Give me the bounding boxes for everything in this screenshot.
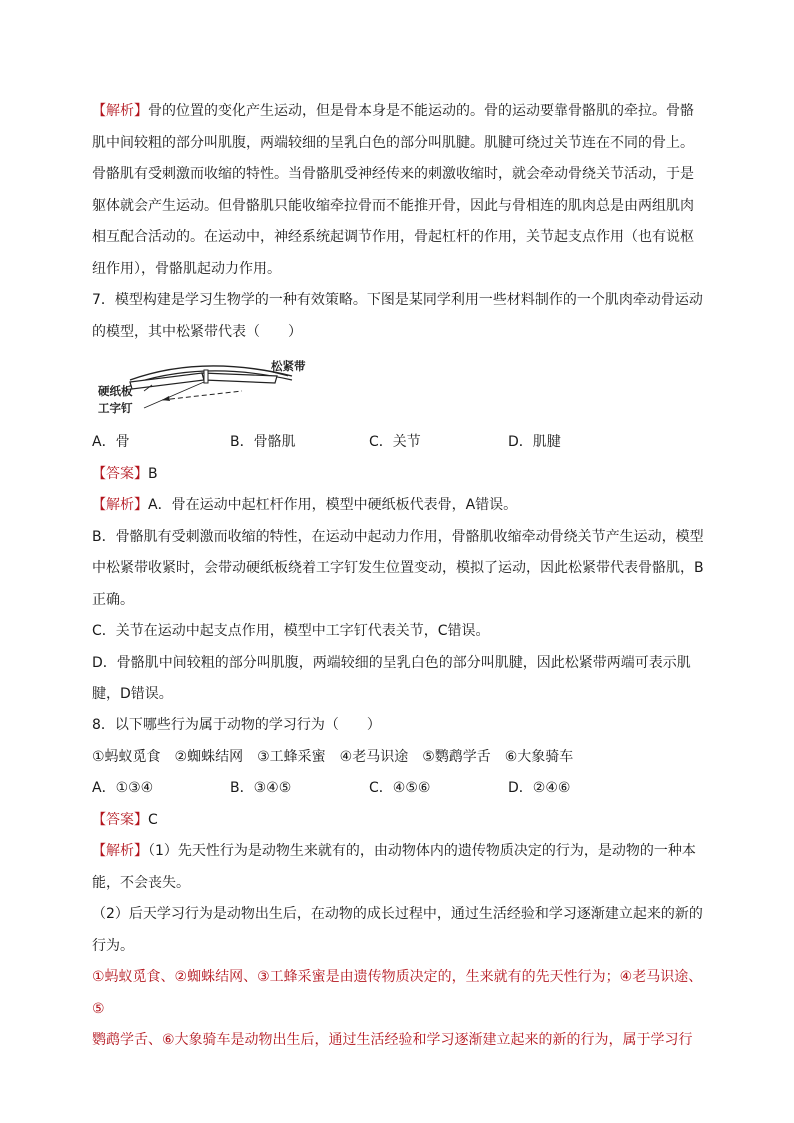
analysis-line: 相互配合活动的。在运动中，神经系统起调节作用，骨起杠杆的作用，关节起支点作用（也有说枢 [92,229,694,245]
option-a: A．骨 [92,434,130,450]
question-line: 7．模型构建是学习生物学的一种有效策略。下图是某同学利用一些材料制作的一个肌肉牵动骨运动 [92,292,703,308]
label-nail: 工字钉 [98,401,133,415]
analysis-line: 正确。 [92,591,134,608]
options-row [92,427,706,459]
answer-tag: 【答案】 [92,811,148,828]
question-7-body [92,427,706,711]
option-c: C．④⑤⑥ [369,780,431,796]
analysis-tag: 【解析】 [92,497,148,513]
muscle-model-figure [92,358,332,418]
option-a: A．①③④ [92,780,154,796]
question-line: 8．以下哪些行为属于动物的学习行为（ ） [92,717,381,733]
analysis-line: 中松紧带收紧时，会带动硬纸板绕着工字钉发生位置变动，模拟了运动，因此松紧带代表骨骼肌，B [92,560,704,576]
analysis-line: 腱，D错误。 [92,686,173,702]
analysis-line: D．骨骼肌中间较粗的部分叫肌腹，两端较细的呈乳白色的部分叫肌腱，因此松紧带两端可表示肌 [92,654,691,671]
answer-value: C [148,811,158,828]
question-7-stem [92,285,706,348]
analysis-line: 行为。 [92,937,134,954]
option-d: D．②④⑥ [508,780,571,796]
label-band: 松紧带 [271,359,306,373]
analysis-line: 【解析】A．骨在运动中起杠杆作用，模型中硬纸板代表骨，A错误。 [92,497,518,513]
analysis-line: 纽作用），骨骼肌起动力作用。 [92,260,281,277]
question-8 [92,710,706,1057]
analysis-line: 【解析】骨的位置的变化产生运动，但是骨本身是不能运动的。骨的运动要靠骨骼肌的牵拉。骨骼 [92,103,694,119]
option-c: C．关节 [369,434,421,450]
answer-tag: 【答案】 [92,465,148,482]
answer-line [92,805,706,837]
answer-line [92,459,706,491]
option-d: D．肌腱 [508,434,561,450]
analysis-tag: 【解析】 [92,843,148,859]
analysis-line: 【解析】（1）先天性行为是动物生来就有的，由动物体内的遗传物质决定的行为，是动物的一种本 [92,843,696,859]
analysis-line: 肌中间较粗的部分叫肌腹，两端较细的呈乳白色的部分叫肌腱。肌腱可绕过关节连在不同的骨上。 [92,134,694,151]
answer-value: B [148,465,158,482]
option-b: B．③④⑤ [230,780,292,796]
analysis-line-highlighted: ①蚂蚁觅食、②蜘蛛结网、③工蜂采蜜是由遗传物质决定的，生来就有的先天性行为；④老马识途、⑤ [92,969,703,1017]
question-line: 的模型，其中松紧带代表（ ） [92,323,302,340]
question-items: ①蚂蚁觅食 ②蜘蛛结网 ③工蜂采蜜 ④老马识途 ⑤鹦鹉学舌 ⑥大象骑车 [92,748,574,765]
analysis-line: 躯体就会产生运动。但骨骼肌只能收缩牵拉骨而不能推开骨，因此与骨相连的肌肉总是由两组肌肉 [92,197,694,214]
analysis-q6 [92,96,706,285]
analysis-line: C．关节在运动中起支点作用，模型中工字钉代表关节，C错误。 [92,623,490,639]
option-b: B．骨骼肌 [230,434,296,450]
analysis-line: （2）后天学习行为是动物出生后，在动物的成长过程中，通过生活经验和学习逐渐建立起来的新的 [92,906,703,922]
analysis-line: B．骨骼肌有受刺激而收缩的特性，在运动中起动力作用，骨骼肌收缩牵动骨绕关节产生运动，模型 [92,528,704,545]
options-row [92,773,706,805]
label-cardboard: 硬纸板 [98,384,133,398]
analysis-line: 能，不会丧失。 [92,874,190,891]
analysis-line-highlighted: 鹦鹉学舌、⑥大象骑车是动物出生后，通过生活经验和学习逐渐建立起来的新的行为，属于学习行 [92,1032,693,1048]
analysis-line: 骨骼肌有受刺激而收缩的特性。当骨骼肌受神经传来的刺激收缩时，就会牵动骨绕关节活动，于是 [92,166,694,182]
analysis-tag: 【解析】 [92,103,148,119]
